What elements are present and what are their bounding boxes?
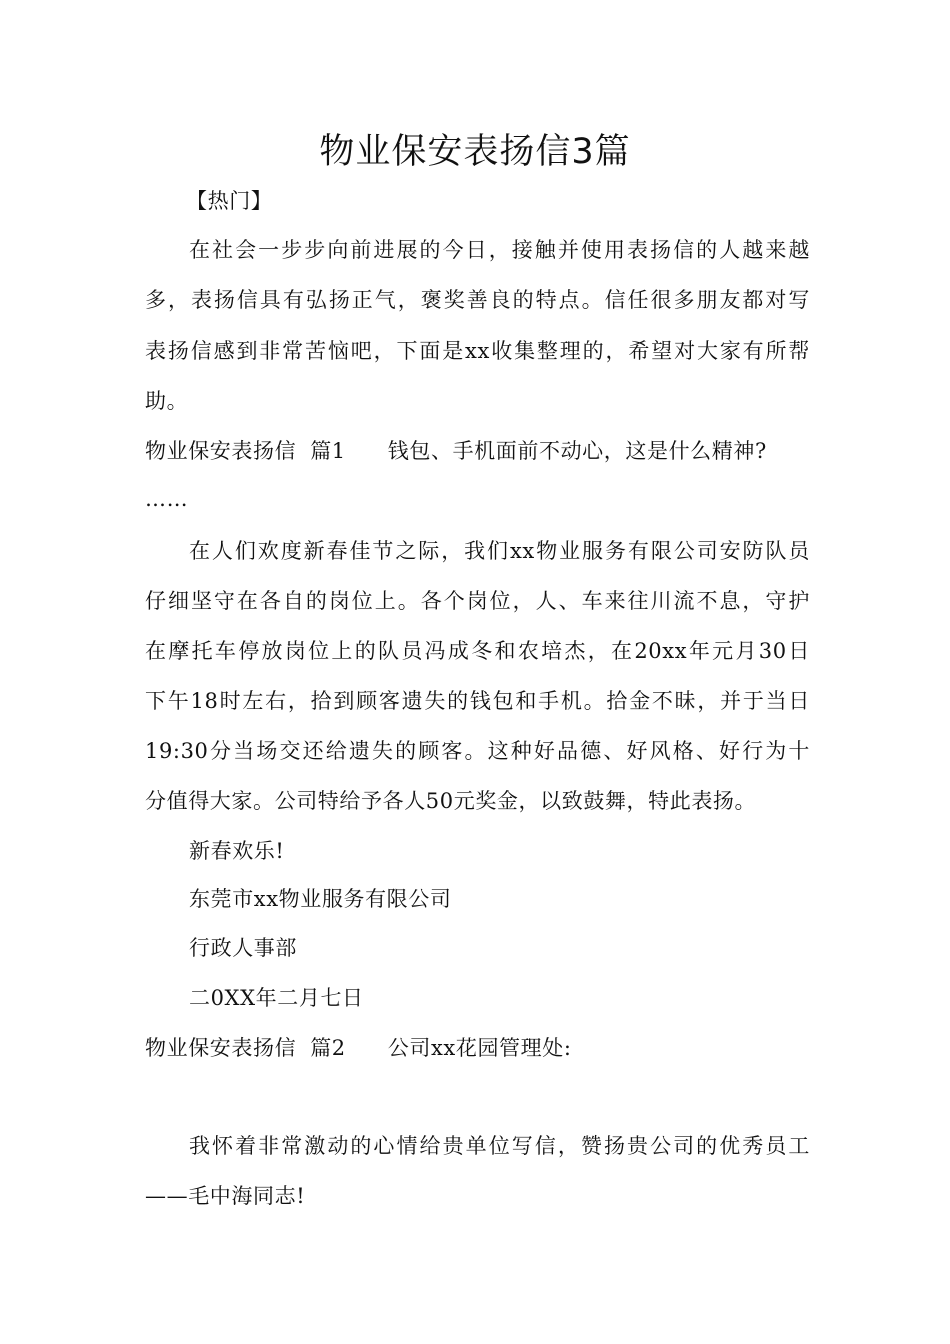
closing-department: 行政人事部 <box>189 936 297 960</box>
section-2-heading: 物业保安表扬信 <box>145 1036 297 1060</box>
section-1-ellipsis: …… <box>145 487 189 511</box>
body-1-line-2: 仔细坚守在各自的岗位上。各个岗位，人、车来往川流不息，守护 <box>145 589 810 613</box>
body-1-line-5: 19:30分当场交还给遗失的顾客。这种好品德、好风格、好行为十 <box>145 739 810 763</box>
section-2-recipient: 公司xx花园管理处: <box>387 1036 572 1060</box>
body-1-line-6: 分值得大家。公司特给予各人50元奖金，以致鼓舞，特此表扬。 <box>145 789 757 813</box>
body-1-line-1: 在人们欢度新春佳节之际，我们xx物业服务有限公司安防队员 <box>189 539 810 563</box>
body-2-line-1: 我怀着非常激动的心情给贵单位写信，赞扬贵公司的优秀员工 <box>189 1134 810 1158</box>
section-1-heading: 物业保安表扬信 <box>145 439 297 463</box>
body-1-line-3: 在摩托车停放岗位上的队员冯成冬和农培杰，在20xx年元月30日 <box>145 639 810 663</box>
intro-line-3: 表扬信感到非常苦恼吧，下面是xx收集整理的，希望对大家有所帮 <box>145 339 810 363</box>
document-title: 物业保安表扬信3篇 <box>319 132 631 172</box>
body-1-line-4: 下午18时左右，拾到顾客遗失的钱包和手机。拾金不昧，并于当日 <box>145 689 810 713</box>
closing-greeting: 新春欢乐! <box>189 839 285 863</box>
section-1-number: 篇1 <box>310 439 346 463</box>
body-2-line-2: ——毛中海同志! <box>145 1184 306 1208</box>
section-1-subtitle: 钱包、手机面前不动心，这是什么精神? <box>387 439 767 463</box>
closing-date: 二0XX年二月七日 <box>189 986 364 1010</box>
intro-line-2: 多，表扬信具有弘扬正气，褒奖善良的特点。信任很多朋友都对写 <box>145 288 810 312</box>
section-2-number: 篇2 <box>310 1036 346 1060</box>
section-2-heading-line <box>145 1033 810 1063</box>
intro-line-1: 在社会一步步向前进展的今日，接触并使用表扬信的人越来越 <box>189 238 810 262</box>
hot-tag: 【热门】 <box>186 189 273 213</box>
section-1-heading-line <box>145 436 810 466</box>
closing-company: 东莞市xx物业服务有限公司 <box>189 887 452 911</box>
intro-line-4: 助。 <box>145 389 189 413</box>
